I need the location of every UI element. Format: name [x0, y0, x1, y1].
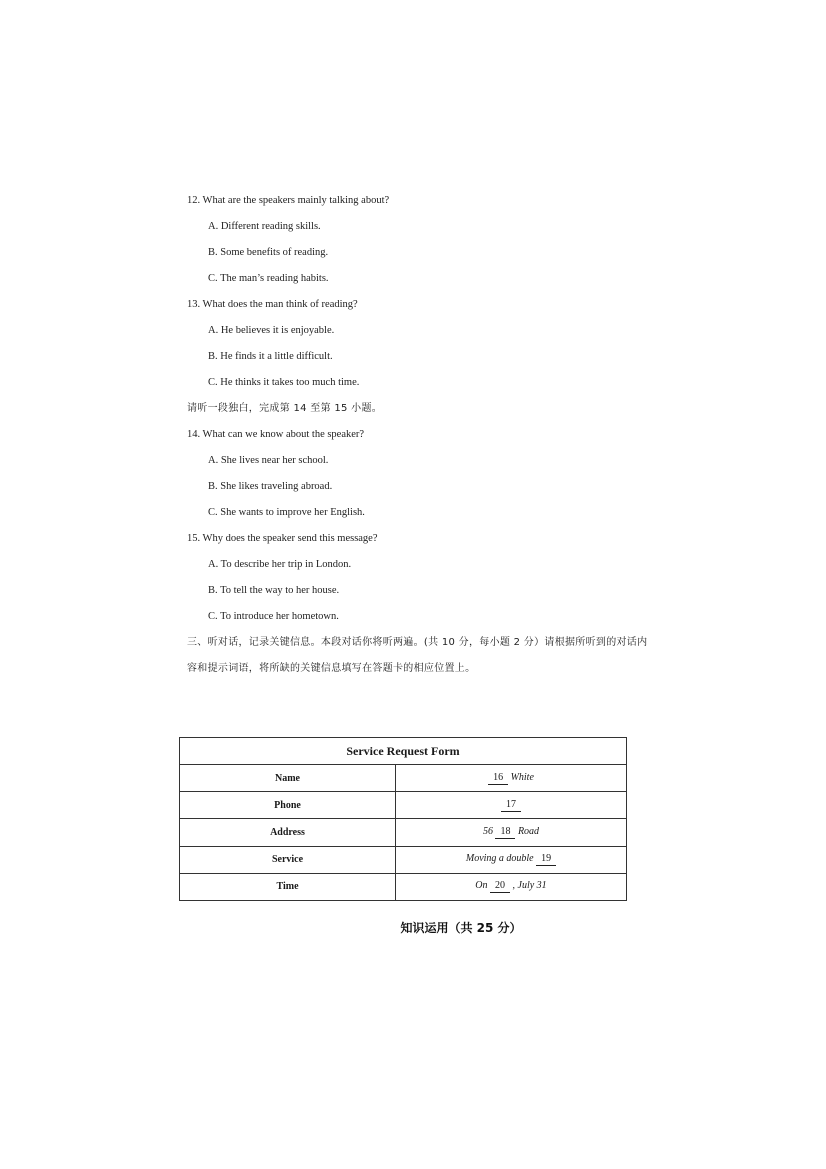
form-row-service [180, 846, 627, 873]
form-title: Service Request Form [180, 738, 627, 765]
question-13-stem: 13. What does the man think of reading? [187, 299, 358, 310]
question-12-stem: 12. What are the speakers mainly talking about? [187, 195, 390, 206]
form-value [396, 765, 627, 792]
form-value-prefix: Moving a double [465, 853, 534, 865]
form-label: Service [180, 846, 396, 873]
section-3-instruction-line-2: 容和提示词语，将所缺的关键信息填写在答题卡的相应位置上。 [187, 663, 476, 674]
form-value-suffix: White [510, 771, 534, 783]
answer-blank-16[interactable]: 16 [488, 772, 508, 785]
service-request-form [179, 737, 627, 901]
question-13-option-b: B. He finds it a little difficult. [208, 351, 333, 362]
question-12-option-a: A. Different reading skills. [208, 221, 321, 232]
question-14-option-b: B. She likes traveling abroad. [208, 481, 333, 492]
question-14-option-a: A. She lives near her school. [208, 455, 329, 466]
form-value [396, 819, 627, 846]
form-value-suffix: Road [517, 826, 540, 838]
form-value-prefix: On [475, 880, 488, 892]
form-row-address [180, 819, 627, 846]
question-13-option-a: A. He believes it is enjoyable. [208, 325, 335, 336]
form-label: Phone [180, 792, 396, 819]
form-value [396, 873, 627, 900]
question-15-stem: 15. Why does the speaker send this message? [187, 533, 378, 544]
form-row-name [180, 765, 627, 792]
answer-blank-19[interactable]: 19 [536, 853, 556, 866]
question-14-stem: 14. What can we know about the speaker? [187, 429, 365, 440]
answer-blank-17[interactable]: 17 [501, 799, 521, 812]
question-12-option-c: C. The man’s reading habits. [208, 273, 329, 284]
form-row-phone [180, 792, 627, 819]
question-14-option-c: C. She wants to improve her English. [208, 507, 365, 518]
question-13-option-c: C. He thinks it takes too much time. [208, 377, 360, 388]
section-3-instruction-line-1: 三、听对话，记录关键信息。本段对话你将听两遍。(共 10 分，每小题 2 分）请根据所听到的对话内 [187, 637, 648, 648]
answer-blank-18[interactable]: 18 [495, 826, 515, 839]
question-12-option-b: B. Some benefits of reading. [208, 247, 329, 258]
knowledge-application-heading: 知识运用（共 25 分） [400, 921, 522, 935]
form-value-prefix: 56 [482, 826, 493, 838]
question-15-option-b: B. To tell the way to her house. [208, 585, 340, 596]
question-15-option-c: C. To introduce her hometown. [208, 611, 339, 622]
form-label: Name [180, 765, 396, 792]
form-label: Time [180, 873, 396, 900]
monologue-instruction: 请听一段独白，完成第 14 至第 15 小题。 [187, 403, 383, 414]
question-15-option-a: A. To describe her trip in London. [208, 559, 352, 570]
form-row-time [180, 873, 627, 900]
answer-blank-20[interactable]: 20 [490, 880, 510, 893]
form-value-suffix: , July 31 [512, 880, 547, 892]
form-value [396, 792, 627, 819]
form-value [396, 846, 627, 873]
form-label: Address [180, 819, 396, 846]
